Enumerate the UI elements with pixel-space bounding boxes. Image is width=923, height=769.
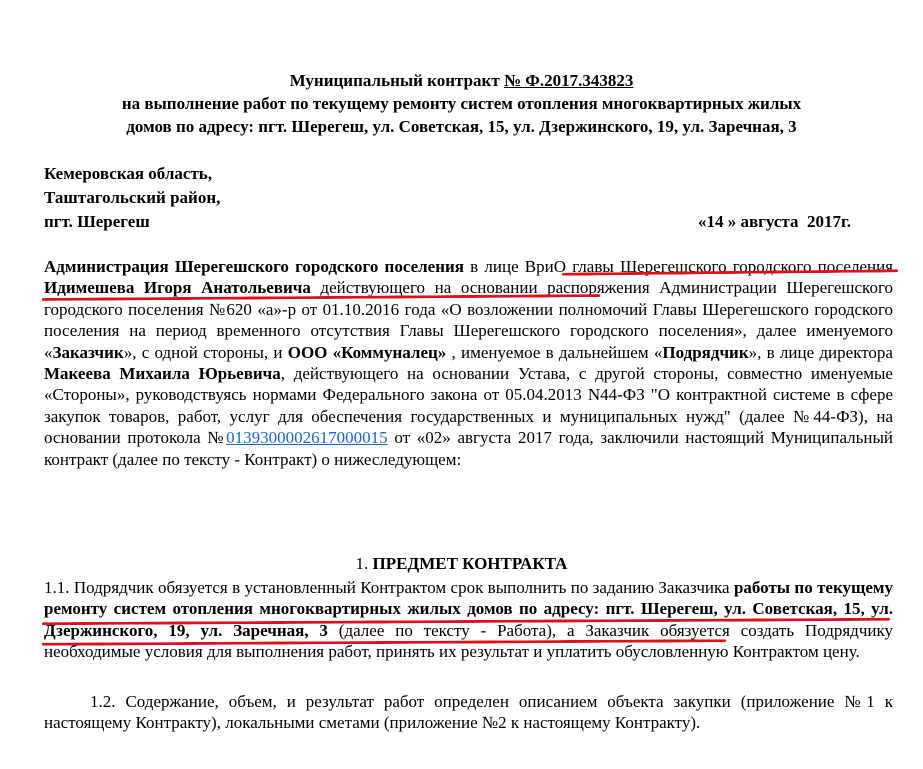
preamble-text-2: действующего на основании распоряжения Администрации Шерегешского городского поселения №620 «а»-р от 01.10.2016 года «О возложении полномочий Главы Шерегешского городского поселения на период временного отсутствия Главы Шерегешского городского поселения», далее именуемого « xyxy=(44,278,893,362)
title-line-3: домов по адресу: пгт. Шерегеш, ул. Советская, 15, ул. Дзержинского, 19, ул. Заречная, 3 xyxy=(126,117,797,136)
preamble-paragraph xyxy=(44,256,893,470)
customer-org: Администрация Шерегешского городского поселения xyxy=(44,257,464,276)
contractor-label: Подрядчик xyxy=(662,342,749,362)
contractor-org: ООО «Коммуналец» xyxy=(287,342,447,362)
contract-date: «14 » августа 2017г. xyxy=(698,212,852,231)
contract-number: № Ф.2017.343823 xyxy=(503,71,634,90)
clause-1-1-rest: (далее по тексту - Работа), а Заказчик обязуется создать Подрядчику необходимые условия для выполнения работ, принять их результат и уплатить обусловленную Контрактом цену. xyxy=(44,620,893,662)
protocol-link[interactable]: 0139300002617000015 xyxy=(226,428,388,448)
work-description: работы по текущему ремонту систем отопления многоквартирных жилых домов по адресу: пгт. Шерегеш, ул. Советская, 15, ул. Дзержинского, 19, ул. Заречная, 3 xyxy=(44,578,894,640)
preamble-text-7: от «02» августа 2017 года, заключили настоящий Муниципальный контракт (далее по тексту - Контракт) о нижеследующем: xyxy=(44,428,893,469)
section-1-heading xyxy=(0,554,923,574)
preamble-text-5: », в лице директора xyxy=(748,342,893,362)
customer-label: Заказчик xyxy=(52,342,124,362)
clause-1-1-intro: 1.1. Подрядчик обязуется в установленный Контрактом срок выполнить по заданию Заказчика xyxy=(44,578,734,597)
preamble-text-4: , именуемое в дальнейшем « xyxy=(446,342,663,362)
place-region: Кемеровская область, xyxy=(44,164,213,183)
clause-1-2: 1.2. Содержание, объем, и результат работ определен описанием объекта закупки (приложение №1 к настоящему Контракту), локальными сметами (приложение №2 к настоящему Контракту). xyxy=(44,692,893,733)
place-district: Таштагольский район, xyxy=(44,188,221,207)
section-number: 1. xyxy=(355,554,373,573)
contract-title xyxy=(0,71,923,91)
title-line-2: на выполнение работ по текущему ремонту систем отопления многоквартирных жилых xyxy=(121,94,802,113)
director-name: Макеева Михаила Юрьевича xyxy=(44,364,281,384)
preamble-text-1: в лице ВриО главы Шерегешского городского поселения xyxy=(464,257,893,276)
place-settlement: пгт. Шерегеш xyxy=(44,212,150,231)
section-title: ПРЕДМЕТ КОНТРАКТА xyxy=(372,554,568,573)
head-name: Идимешева Игоря Анатольевича xyxy=(44,278,311,298)
preamble-text-3: », с одной стороны, и xyxy=(123,342,288,362)
title-prefix: Муниципальный контракт xyxy=(289,71,504,90)
preamble-text-6: , действующего на основании Устава, с другой стороны, совместно именуемые «Стороны», руководствуясь нормами Федерального закона от 05.04.2013 N44-ФЗ "О контрактной системе в сфере закупок товаров, работ, услуг для обеспечения государственных и муниципальных нужд" (далее №44-ФЗ), на основании протокола № xyxy=(44,364,893,448)
